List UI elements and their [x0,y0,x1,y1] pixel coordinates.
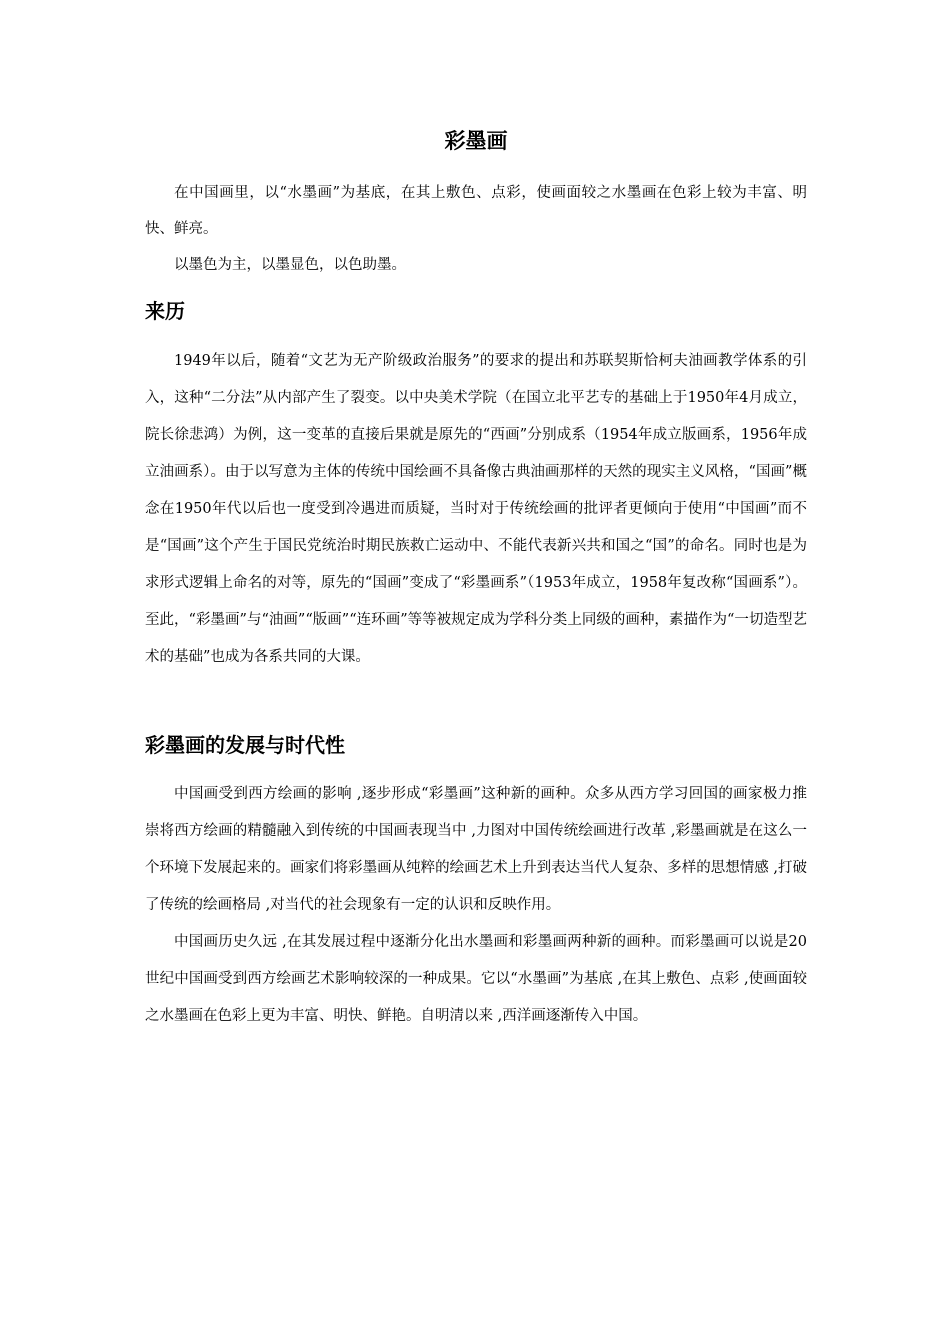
document-title: 彩墨画 [444,129,508,153]
section-development-body [145,776,807,1035]
section-heading-development: 彩墨画的发展与时代性 [145,733,345,757]
intro-paragraph: 以墨色为主，以墨显色，以色助墨。 [174,257,406,273]
section-history-body [145,343,807,676]
intro-block [145,175,807,283]
body-paragraph: 中国画历史久远 ,在其发展过程中逐渐分化出水墨画和彩墨画两种新的画种。而彩墨画可以说是20世纪中国画受到西方绘画艺术影响较深的一种成果。它以“水墨画”为基底 ,在其上敷色、点彩 ,使画面较之水墨画在色彩上更为丰富、明快、鲜艳。自明清以来 ,西洋画逐渐传入中国。 [145,934,807,1024]
intro-paragraph: 在中国画里，以“水墨画”为基底，在其上敷色、点彩，使画面较之水墨画在色彩上较为丰富、明快、鲜亮。 [145,185,807,237]
body-paragraph: 1949年以后，随着“文艺为无产阶级政治服务”的要求的提出和苏联契斯恰柯夫油画教学体系的引入，这种“二分法”从内部产生了裂变。以中央美术学院（在国立北平艺专的基础上于1950年4月成立，院长徐悲鸿）为例，这一变革的直接后果就是原先的“西画”分别成系（1954年成立版画系，1956年成立油画系）。由于以写意为主体的传统中国绘画不具备像古典油画那样的天然的现实主义风格，“国画”概念在1950年代以后也一度受到冷遇进而质疑，当时对于传统绘画的批评者更倾向于使用“中国画”而不是“国画”这个产生于国民党统治时期民族救亡运动中、不能代表新兴共和国之“国”的命名。同时也是为求形式逻辑上命名的对等，原先的“国画”变成了“彩墨画系”（1953年成立，1958年复改称“国画系”）。至此，“彩墨画”与“油画”“版画”“连环画”等等被规定成为学科分类上同级的画种，素描作为“一切造型艺术的基础”也成为各系共同的大课。 [145,353,807,665]
body-paragraph: 中国画受到西方绘画的影响 ,逐步形成“彩墨画”这种新的画种。众多从西方学习回国的画家极力推崇将西方绘画的精髓融入到传统的中国画表现当中 ,力图对中国传统绘画进行改革 ,彩墨画就是在这么一个环境下发展起来的。画家们将彩墨画从纯粹的绘画艺术上升到表达当代人复杂、多样的思想情感 ,打破了传统的绘画格局 ,对当代的社会现象有一定的认识和反映作用。 [145,786,807,913]
section-heading-history: 来历 [145,299,185,323]
